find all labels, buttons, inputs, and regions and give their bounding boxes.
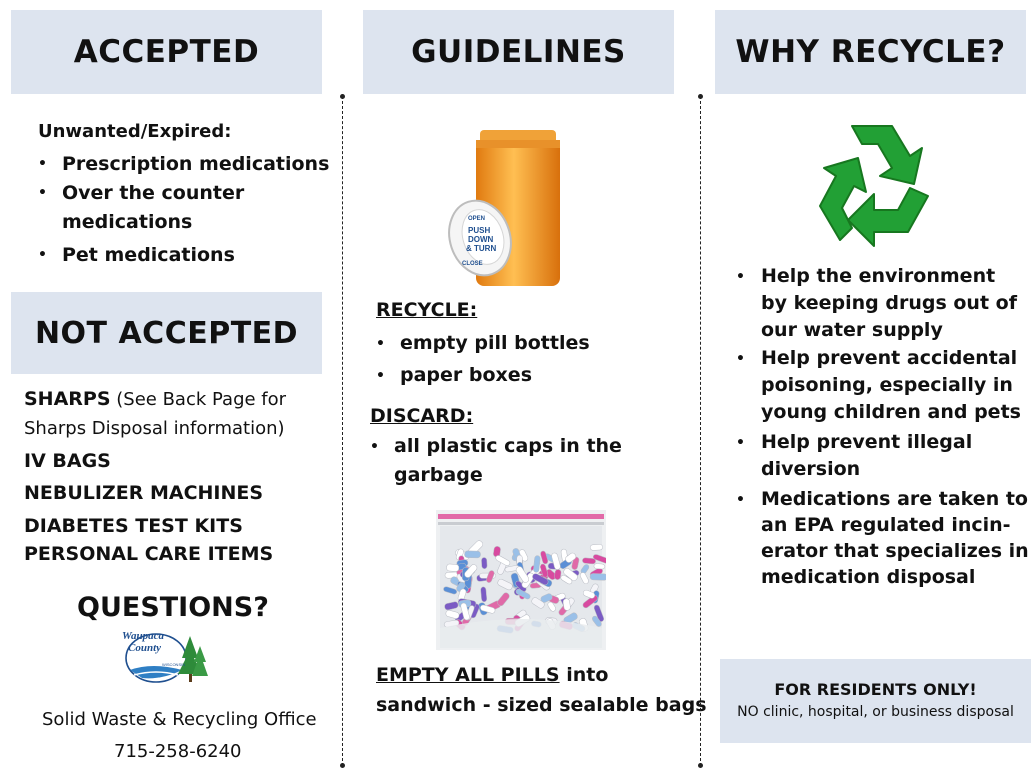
why-recycle-item-4-line-4: medication disposal [761, 566, 976, 588]
pill [464, 551, 480, 558]
pill-bag-image [436, 510, 606, 650]
discard-label: DISCARD: [370, 405, 474, 427]
pill [590, 573, 606, 580]
why-recycle-item-3-line-2: diversion [761, 458, 861, 480]
bullet: • [736, 351, 745, 367]
why-recycle-item-2-line-3: young children and pets [761, 401, 1021, 423]
bullet: • [38, 185, 47, 201]
bullet: • [370, 439, 379, 455]
residents-title: FOR RESIDENTS ONLY! [774, 680, 977, 699]
why-recycle-header [715, 10, 1026, 94]
why-recycle-item-3-line-1: Help prevent illegal [761, 431, 973, 453]
sharps-note-1: (See Back Page for [116, 389, 287, 410]
not-accepted-header [11, 292, 322, 374]
why-recycle-item-1-line-1: Help the environment [761, 265, 996, 287]
pill-bottle-image [440, 120, 565, 290]
recycle-label: RECYCLE: [376, 299, 478, 321]
bullet: • [376, 368, 385, 384]
recycle-icon [800, 118, 950, 258]
accepted-item-2: Over the counter [62, 182, 245, 204]
pill [446, 564, 459, 572]
why-recycle-item-4-line-3: erator that specializes in [761, 540, 1029, 562]
accepted-header [11, 10, 322, 94]
guidelines-header [363, 10, 674, 94]
cap-text-open: OPEN [468, 216, 486, 222]
cap-text-close: CLOSE [462, 261, 483, 267]
sharps-line [24, 388, 286, 410]
recycle-item-1: empty pill bottles [400, 332, 590, 354]
accepted-subtitle: Unwanted/Expired: [38, 121, 232, 142]
logo-text-2: County [128, 642, 162, 654]
cap-text-down: DOWN [468, 235, 494, 244]
guidelines-header-text: GUIDELINES [411, 34, 626, 70]
bullet: • [736, 435, 745, 451]
recycle-item-2: paper boxes [400, 364, 532, 386]
discard-item-2: garbage [394, 464, 483, 486]
sharps-label: SHARPS [24, 388, 111, 410]
column-divider-1 [342, 96, 343, 766]
why-recycle-item-4-line-1: Medications are taken to [761, 488, 1028, 510]
county-logo [112, 628, 212, 686]
bullet: • [38, 156, 47, 172]
pill [594, 563, 605, 569]
pill [481, 557, 487, 568]
office-name: Solid Waste & Recycling Office [42, 709, 317, 730]
pill [480, 587, 487, 602]
empty-pills-bold: EMPTY ALL PILLS [376, 664, 560, 686]
why-recycle-item-4-line-2: an EPA regulated incin- [761, 514, 1011, 536]
discard-item-1: all plastic caps in the [394, 435, 622, 457]
bullet: • [376, 336, 385, 352]
residents-box [720, 659, 1031, 743]
empty-pills-line-1 [376, 664, 608, 686]
not-accepted-item-3: DIABETES TEST KITS [24, 515, 243, 537]
accepted-item-1: Prescription medications [62, 153, 330, 175]
why-recycle-item-2-line-1: Help prevent accidental [761, 347, 1018, 369]
bullet: • [736, 269, 745, 285]
empty-pills-line-2: sandwich - sized sealable bags [376, 694, 707, 716]
why-recycle-header-text: WHY RECYCLE? [735, 34, 1006, 70]
cap-text-push: PUSH [468, 226, 491, 235]
office-phone: 715-258-6240 [114, 741, 242, 762]
bullet: • [38, 247, 47, 263]
column-divider-2 [700, 96, 701, 766]
logo-text-3: WISCONSIN [162, 662, 186, 667]
residents-note: NO clinic, hospital, or business disposal [737, 704, 1014, 720]
not-accepted-item-4: PERSONAL CARE ITEMS [24, 543, 274, 565]
bullet: • [736, 492, 745, 508]
sharps-note-2: Sharps Disposal information) [24, 418, 285, 439]
why-recycle-item-2-line-2: poisoning, especially in [761, 374, 1013, 396]
not-accepted-item-1: IV BAGS [24, 450, 111, 472]
logo-text-1: Waupaca [122, 630, 164, 642]
cap-text-turn: & TURN [466, 244, 497, 253]
why-recycle-item-1-line-2: by keeping drugs out of [761, 292, 1017, 314]
accepted-item-3: Pet medications [62, 244, 235, 266]
not-accepted-item-2: NEBULIZER MACHINES [24, 482, 264, 504]
accepted-header-text: ACCEPTED [73, 34, 260, 70]
not-accepted-header-text: NOT ACCEPTED [34, 315, 299, 351]
pill [590, 544, 603, 550]
accepted-item-2-cont: medications [62, 211, 193, 233]
why-recycle-item-1-line-3: our water supply [761, 319, 943, 341]
empty-pills-rest: into [559, 664, 609, 686]
questions-header: QUESTIONS? [77, 592, 269, 623]
